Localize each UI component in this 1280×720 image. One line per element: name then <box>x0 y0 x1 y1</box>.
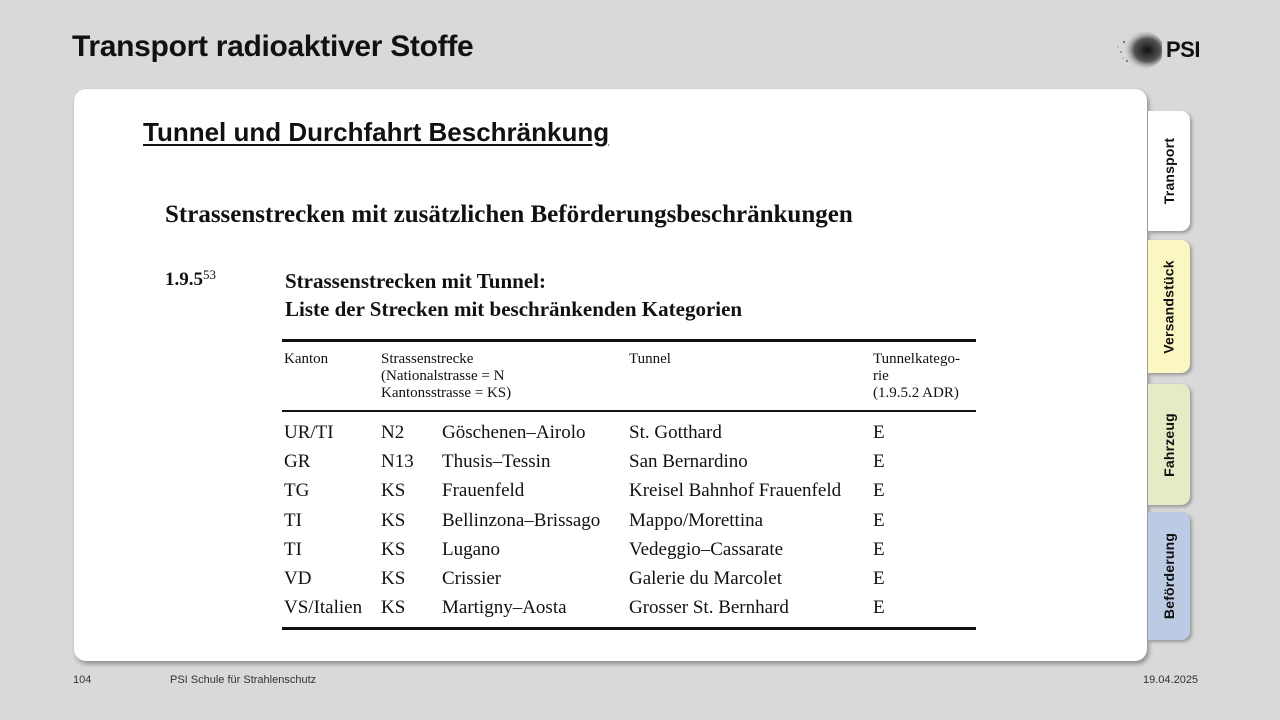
psi-logo-icon <box>1112 30 1162 70</box>
table-row <box>282 418 976 447</box>
cell-kanton: GR <box>284 451 311 473</box>
cell-strecke: Crissier <box>442 567 502 589</box>
slide-title: Transport radioaktiver Stoffe <box>72 30 474 63</box>
cell-kanton: UR/TI <box>284 422 334 443</box>
tab-fahrzeug-label: Fahrzeug <box>1161 412 1178 477</box>
cell-strecke: Göschenen–Airolo <box>442 422 586 443</box>
psi-logo <box>1112 30 1212 70</box>
tab-befoerderung-label: Beförderung <box>1161 532 1178 620</box>
cell-kategorie: E <box>873 567 885 589</box>
cell-kategorie: E <box>873 509 885 531</box>
cell-tunnel: Grosser St. Bernhard <box>629 597 789 619</box>
table-header <box>282 342 976 410</box>
cell-tunnel: St. Gotthard <box>629 422 722 443</box>
table-row <box>282 535 976 564</box>
table-row <box>282 506 976 535</box>
tunnel-table <box>282 339 976 630</box>
cell-kategorie: E <box>873 538 885 560</box>
cell-strasse: KS <box>381 597 406 619</box>
cell-strecke: Martigny–Aosta <box>442 597 567 619</box>
footer-date: 19.04.2025 <box>1143 674 1199 686</box>
cell-strasse: N2 <box>381 422 405 443</box>
cell-kategorie: E <box>873 422 885 443</box>
cell-kanton: TI <box>284 509 302 531</box>
cell-kategorie: E <box>873 451 885 473</box>
section-title <box>285 267 742 323</box>
tab-versandstueck[interactable] <box>1148 240 1190 373</box>
tab-versandstueck-label: Versandstück <box>1161 259 1178 354</box>
cell-tunnel: San Bernardino <box>629 451 748 473</box>
cell-strasse: KS <box>381 567 406 589</box>
cell-strasse: KS <box>381 509 406 531</box>
cell-kategorie: E <box>873 480 885 502</box>
cell-kanton: TG <box>284 480 310 502</box>
tab-befoerderung[interactable] <box>1148 512 1190 640</box>
section-number-text: 1.9.5 <box>165 269 203 290</box>
table-row <box>282 593 976 622</box>
page-number: 104 <box>73 674 92 686</box>
tab-transport[interactable] <box>1148 111 1190 231</box>
header-tunnelkategorie: Tunnelkatego- rie (1.9.5.2 ADR) <box>873 351 960 401</box>
document-heading: Strassenstrecken mit zusätzlichen Beförderungsbeschränkungen <box>165 201 853 228</box>
tab-fahrzeug[interactable] <box>1148 384 1190 505</box>
cell-strasse: KS <box>381 480 406 502</box>
tab-transport-label: Transport <box>1161 137 1177 205</box>
table-body <box>282 412 976 627</box>
cell-kategorie: E <box>873 597 885 619</box>
table-row <box>282 476 976 505</box>
psi-logo-text: PSI <box>1166 37 1200 62</box>
table-row <box>282 564 976 593</box>
section-title-line2: Liste der Strecken mit beschränkenden Kategorien <box>285 297 743 321</box>
header-strassenstrecke: Strassenstrecke (Nationalstrasse = N Kantonsstrasse = KS) <box>381 351 512 401</box>
cell-strecke: Bellinzona–Brissago <box>442 509 601 531</box>
cell-kanton: VD <box>284 567 312 589</box>
header-kanton: Kanton <box>284 351 329 367</box>
cell-strasse: KS <box>381 538 406 560</box>
table-row <box>282 447 976 476</box>
cell-strecke: Lugano <box>442 538 501 560</box>
cell-strasse: N13 <box>381 451 414 473</box>
cell-kanton: VS/Italien <box>284 597 363 619</box>
cell-tunnel: Kreisel Bahnhof Frauenfeld <box>629 480 842 502</box>
table-bottom-rule <box>282 627 976 630</box>
footer-organization: PSI Schule für Strahlenschutz <box>170 674 317 686</box>
cell-strecke: Thusis–Tessin <box>442 451 551 473</box>
card-heading: Tunnel und Durchfahrt Beschränkung <box>143 117 610 147</box>
cell-kanton: TI <box>284 538 302 560</box>
cell-tunnel: Vedeggio–Cassarate <box>629 538 784 560</box>
cell-strecke: Frauenfeld <box>442 480 525 502</box>
header-tunnel: Tunnel <box>629 351 671 367</box>
section-number <box>165 267 216 291</box>
cell-tunnel: Mappo/Morettina <box>629 509 764 531</box>
section-title-line1: Strassenstrecken mit Tunnel: <box>285 269 546 293</box>
cell-tunnel: Galerie du Marcolet <box>629 567 782 589</box>
content-card <box>74 89 1147 661</box>
section-footnote: 53 <box>203 267 216 282</box>
